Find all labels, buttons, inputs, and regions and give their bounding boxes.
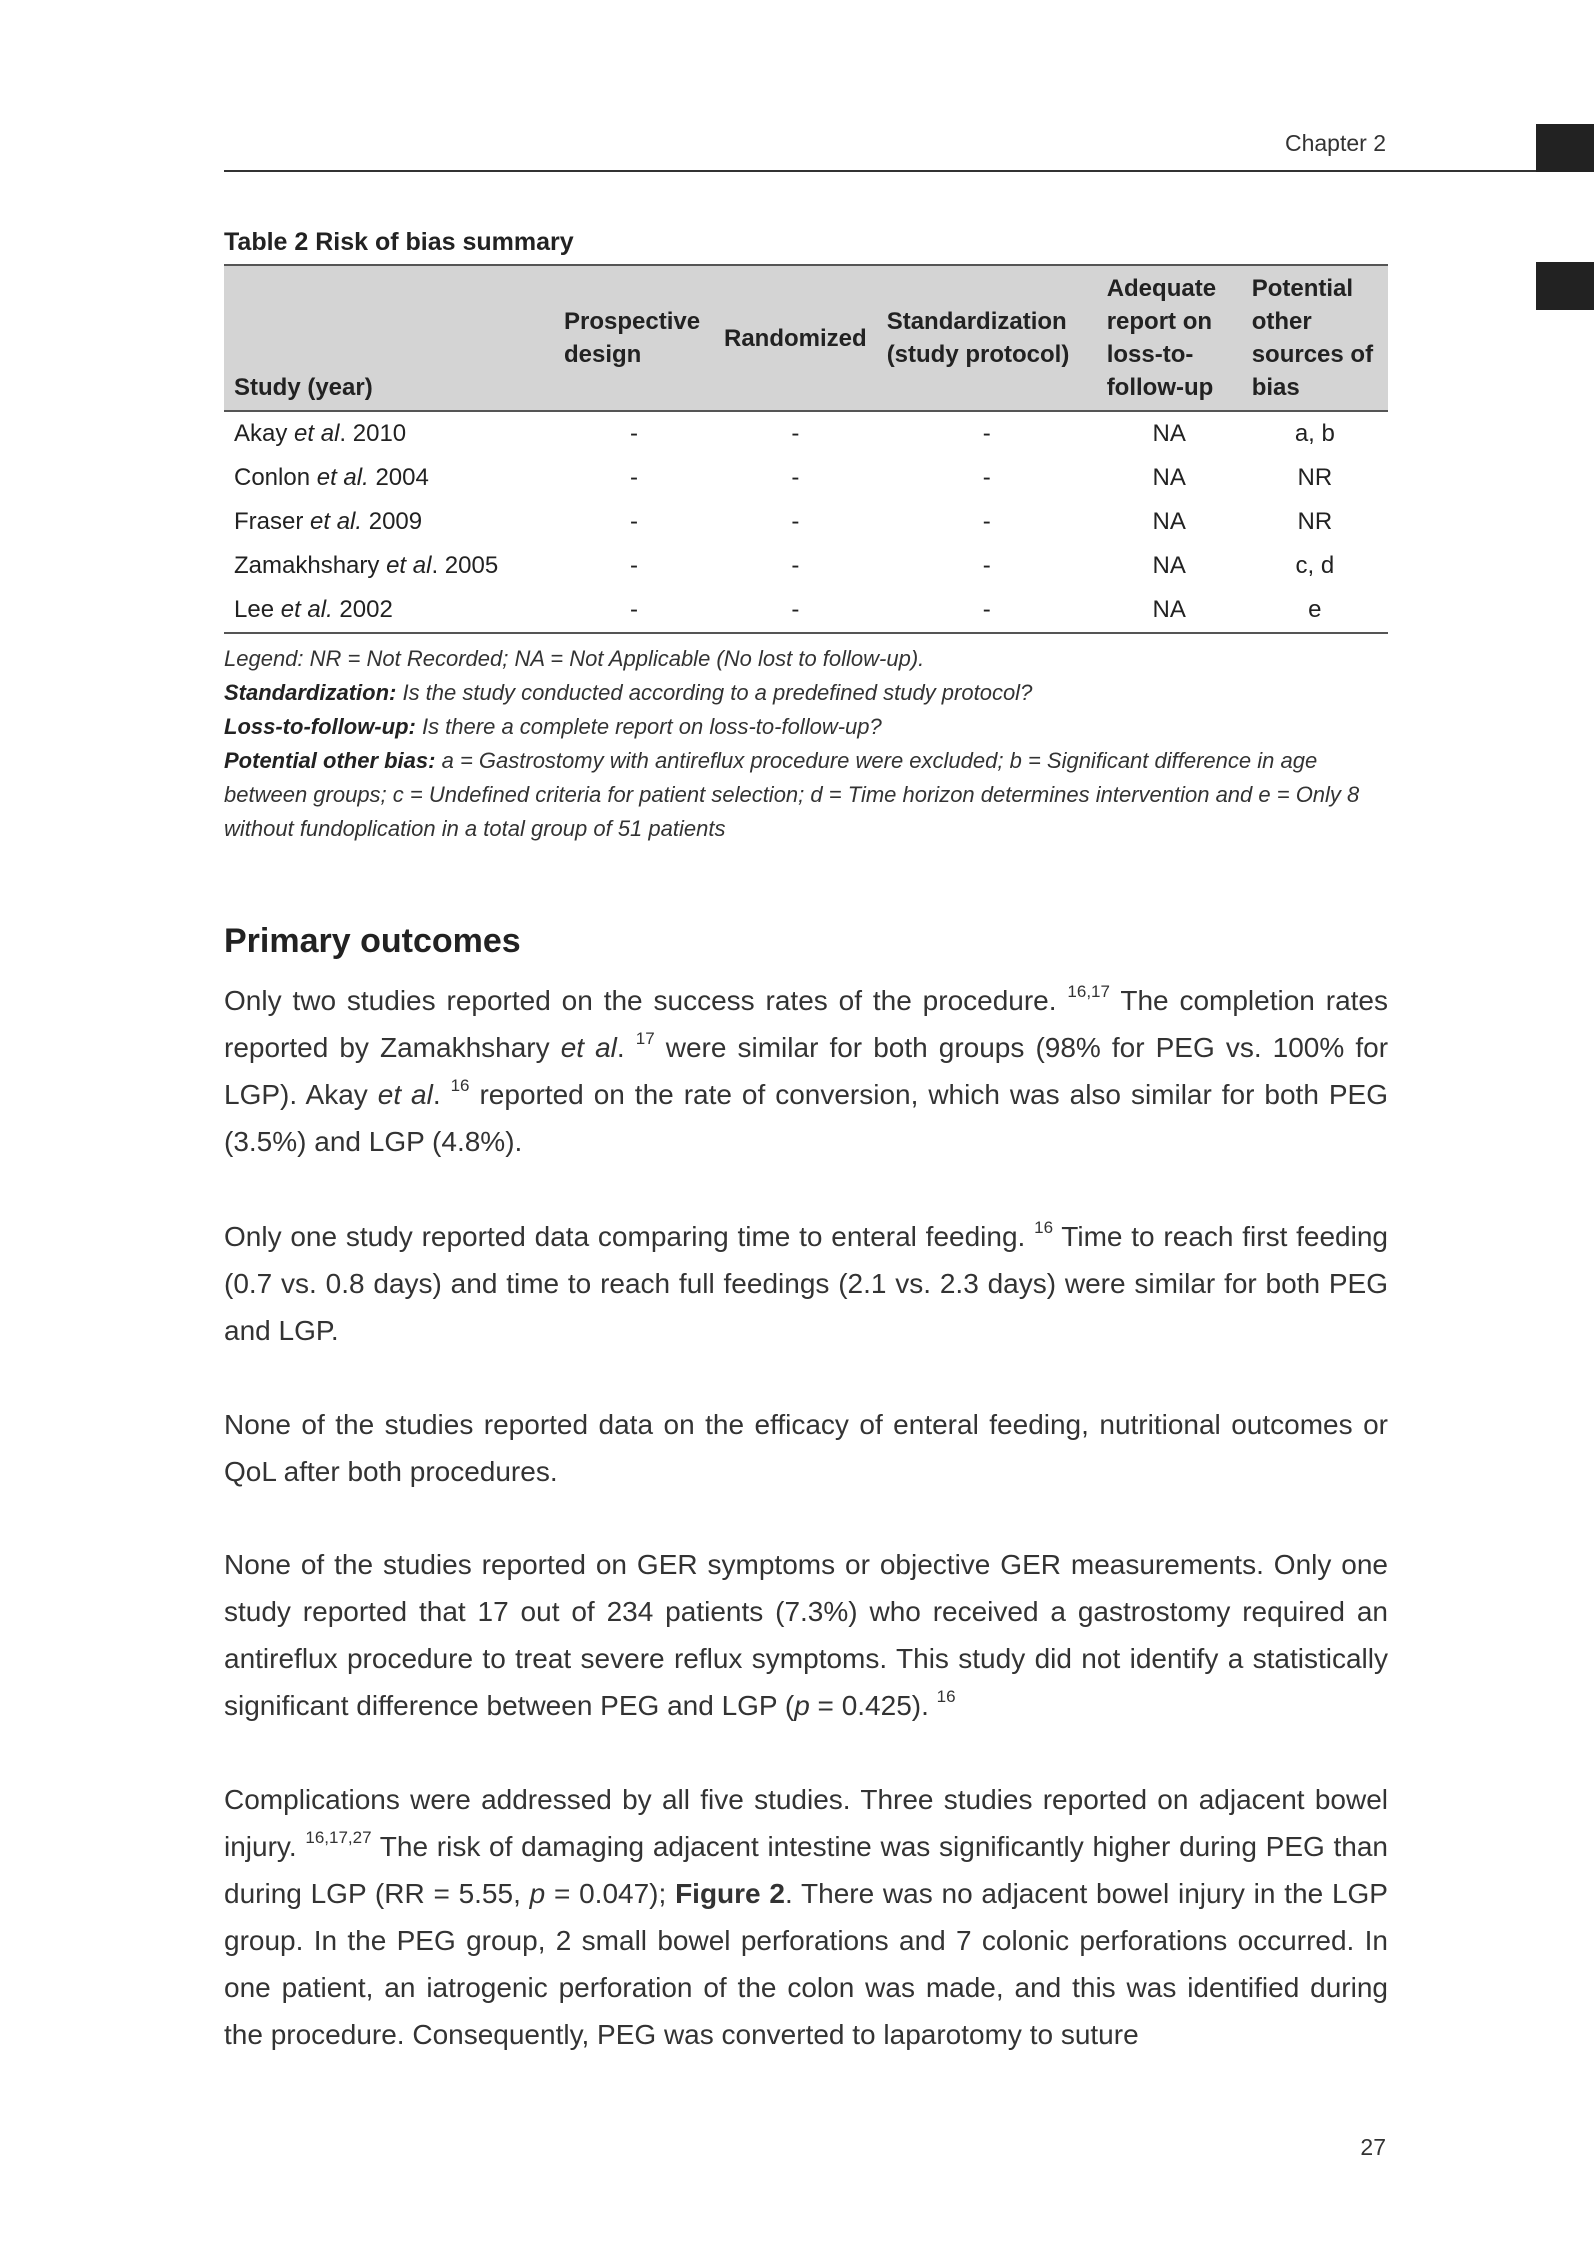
standardization-cell: - xyxy=(982,464,991,491)
prospective-cell: - xyxy=(630,508,638,535)
table-title: Table 2 Risk of bias summary xyxy=(224,228,574,256)
bias-cell: NR xyxy=(1297,508,1333,535)
paragraph-complications: Complications were addressed by all five studies. Three studies reported on adjacent bowel injury. $^{16,17,27}$ The risk of damaging adjacent intestine was significantly higher during PEG than during LGP (RR = 5.55, p = 0.047); Figure 2. There was no adjacent bowel injury in the LGP group. In the PEG group, 2 small bowel perforations and 7 colonic perforations occurred. In one patient, an iatrogenic perforation of the colon was made, and this was identified during the procedure. Consequently, PEG was converted to laparotomy to suture xyxy=(224,1784,1389,2050)
legend-loss-to-follow-up: Loss-to-follow-up: Is there a complete report on loss-to-follow-up? xyxy=(224,714,882,739)
citation: 16,17,27 xyxy=(305,1828,372,1847)
col-header-prospective: Prospective design xyxy=(554,265,714,411)
study-cell: Akay et al. 2010 xyxy=(234,420,407,447)
bias-cell: NR xyxy=(1297,464,1333,491)
col-header-loss-to-follow-up: Adequate report on loss-to-follow-up xyxy=(1097,265,1242,411)
table-row xyxy=(224,588,1388,633)
bias-cell: c, d xyxy=(1295,552,1335,579)
figure-reference: Figure 2 xyxy=(675,1878,785,1909)
prospective-cell: - xyxy=(630,552,638,579)
standardization-cell: - xyxy=(982,420,991,447)
citation: 16 xyxy=(450,1076,470,1095)
table-row xyxy=(224,411,1388,456)
section-title: Primary outcomes xyxy=(224,922,521,960)
col-header-standardization: Standardization (study protocol) xyxy=(877,265,1097,411)
randomized-cell: - xyxy=(791,420,800,447)
randomized-cell: - xyxy=(791,508,800,535)
standardization-cell: - xyxy=(982,508,991,535)
citation: 16 xyxy=(936,1687,956,1706)
page-number: 27 xyxy=(1360,2134,1386,2160)
loss-cell: NA xyxy=(1152,420,1186,447)
legend-standardization: Standardization: Is the study conducted according to a predefined study protocol? xyxy=(224,680,1033,705)
table-row xyxy=(224,456,1388,500)
standardization-cell: - xyxy=(982,552,991,579)
chapter-label: Chapter 2 xyxy=(1284,130,1386,156)
paragraph-efficacy: None of the studies reported data on the efficacy of enteral feeding, nutritional outcomes or QoL after both procedures. xyxy=(224,1409,1388,1487)
loss-cell: NA xyxy=(1152,508,1186,535)
section-tab-marker xyxy=(1536,262,1594,310)
col-header-other-bias: Potential other sources of bias xyxy=(1242,265,1388,411)
paragraph-ger: None of the studies reported on GER symptoms or objective GER measurements. Only one study reported that 17 out of 234 patients (7.3%) who received a gastrostomy required an antireflux procedure to treat severe reflux symptoms. This study did not identify a statistically significant difference between PEG and LGP (p = 0.425). $^{16}$ xyxy=(224,1549,1388,1721)
bias-cell: e xyxy=(1242,588,1388,633)
prospective-cell: - xyxy=(630,464,638,491)
citation: 17 xyxy=(635,1029,655,1048)
bias-cell: a, b xyxy=(1294,420,1335,447)
randomized-cell: - xyxy=(791,464,800,491)
loss-cell: NA xyxy=(1152,464,1186,491)
study-cell: Zamakhshary et al. 2005 xyxy=(234,552,499,579)
header-rule xyxy=(224,170,1536,172)
study-cell: Fraser et al. 2009 xyxy=(234,508,423,535)
loss-cell: NA xyxy=(1097,588,1242,633)
randomized-cell: - xyxy=(714,588,877,633)
paragraph-success-rates: Only two studies reported on the success rates of the procedure. $^{16,17}$ The completion rates reported by Zamakhshary et al. $^{17}$ were similar for both groups (98% for PEG vs. 100% for LGP). Akay et al. $^{16}$ reported on the rate of conversion, which was also similar for both PEG (3.5%) and LGP (4.8%). xyxy=(224,982,1389,1157)
risk-of-bias-table xyxy=(224,264,1388,634)
study-cell: Lee et al. 2002 xyxy=(224,588,554,633)
citation: 16,17 xyxy=(1067,982,1110,1001)
legend-line: Legend: NR = Not Recorded; NA = Not Applicable (No lost to follow-up). xyxy=(224,646,925,671)
paragraph-enteral-feeding-time: Only one study reported data comparing time to enteral feeding. $^{16}$ Time to reach first feeding (0.7 vs. 0.8 days) and time to reach full feedings (2.1 vs. 2.3 days) were similar for both PEG and LGP. xyxy=(224,1218,1388,1346)
chapter-tab-marker xyxy=(1536,124,1594,172)
table-row xyxy=(224,500,1388,544)
prospective-cell: - xyxy=(554,588,714,633)
table-row xyxy=(224,544,1388,588)
study-cell: Conlon et al. 2004 xyxy=(234,464,429,491)
standardization-cell: - xyxy=(877,588,1097,633)
legend-other-bias: Potential other bias: a = Gastrostomy with antireflux procedure were excluded; b = Significant difference in age between groups; c = Undefined criteria for patient selection; d = Time horizon determines intervention and e = Only 8 without fundoplication in a total group of 51 patients xyxy=(224,748,1360,841)
table-header-row xyxy=(224,265,1388,411)
prospective-cell: - xyxy=(630,420,638,447)
randomized-cell: - xyxy=(791,552,800,579)
col-header-study: Study (year) xyxy=(224,265,554,411)
table-legend xyxy=(224,642,1388,846)
loss-cell: NA xyxy=(1152,552,1186,579)
citation: 16 xyxy=(1034,1218,1054,1237)
col-header-randomized: Randomized xyxy=(714,265,877,411)
